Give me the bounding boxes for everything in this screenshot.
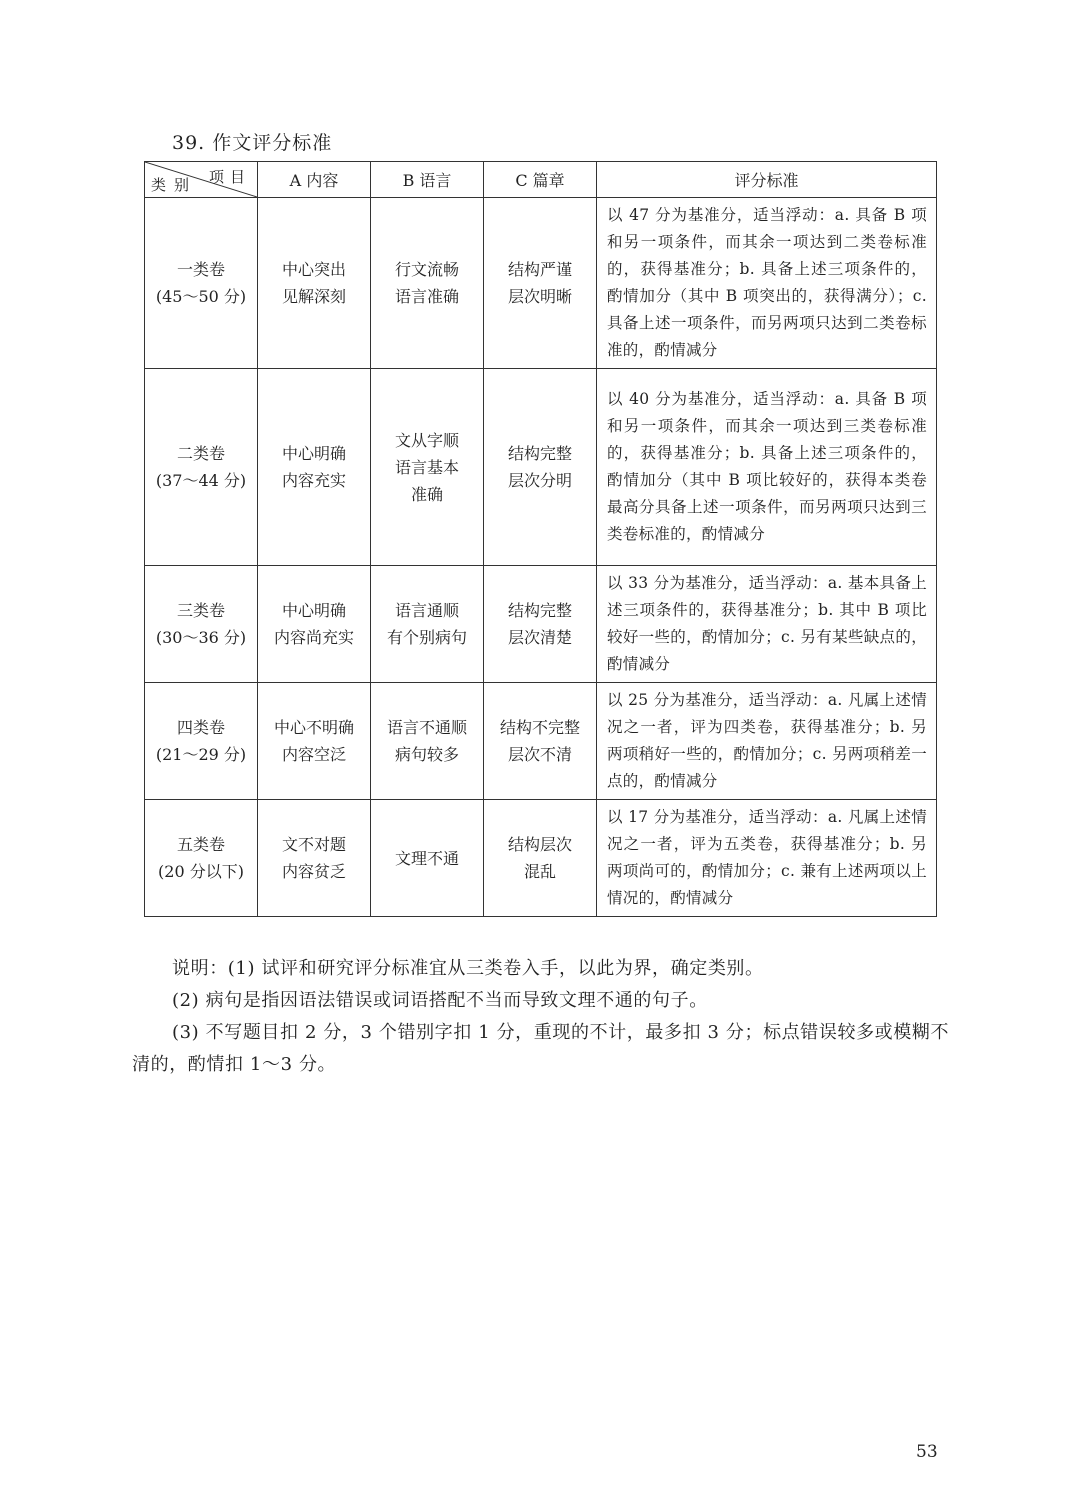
language-cell: [371, 566, 484, 683]
language-cell-line: 文从字顺: [394, 430, 459, 450]
language-cell: [371, 198, 484, 369]
category-range: (20 分以下): [158, 862, 244, 881]
structure-cell-line: 结构严谨: [507, 260, 572, 279]
structure-cell-line: 层次明晰: [507, 287, 572, 306]
category-name: 一类卷: [176, 260, 225, 279]
category-range: (30～36 分): [155, 628, 247, 647]
category-range: (21～29 分): [155, 745, 247, 764]
table-row: [145, 198, 937, 369]
structure-cell-line: 层次分明: [507, 471, 572, 490]
structure-cell-line: 结构层次: [507, 835, 572, 854]
content-cell: [258, 369, 371, 566]
language-cell-line: 有个别病句: [386, 628, 467, 647]
language-cell-line: 语言准确: [394, 287, 459, 306]
structure-cell: [484, 566, 597, 683]
note-3: (3) 不写题目扣 2 分，3 个错别字扣 1 分，重现的不计，最多扣 3 分；标点错误较多或模糊不清的，酌情扣 1～3 分。: [132, 1022, 950, 1075]
diagonal-header-cell: [145, 162, 258, 198]
standard-cell: 以 17 分为基准分，适当浮动：a. 凡属上述情况之一者，评为五类卷，获得基准分；b. 另两项尚可的，酌情加分；c. 兼有上述两项以上情况的，酌情减分: [597, 800, 937, 917]
content-cell-line: 中心突出: [281, 260, 346, 279]
structure-cell-line: 结构完整: [507, 444, 572, 463]
content-cell-line: 见解深刻: [281, 287, 346, 306]
structure-cell-line: 结构不完整: [499, 718, 580, 737]
category-range: (37～44 分): [155, 471, 247, 490]
table-row: [145, 369, 937, 566]
structure-cell-line: 层次清楚: [507, 628, 572, 647]
category-range: (45～50 分): [155, 287, 247, 306]
category-cell: [145, 800, 258, 917]
category-cell: [145, 566, 258, 683]
language-cell: [371, 800, 484, 917]
content-cell-line: 内容尚充实: [273, 628, 354, 647]
category-cell: [145, 683, 258, 800]
content-cell: [258, 683, 371, 800]
category-cell: [145, 369, 258, 566]
section-title: 39. 作文评分标准: [172, 132, 333, 154]
language-cell: [371, 683, 484, 800]
header-content: A 内容: [258, 162, 371, 198]
content-cell-line: 文不对题: [281, 835, 346, 854]
category-name: 四类卷: [176, 718, 225, 737]
structure-cell: [484, 683, 597, 800]
table-row: [145, 800, 937, 917]
category-name: 二类卷: [176, 444, 225, 463]
grading-table-body: [145, 198, 937, 917]
structure-cell-line: 结构完整: [507, 601, 572, 620]
content-cell-line: 中心明确: [281, 601, 346, 620]
category-name: 三类卷: [176, 601, 225, 620]
category-cell: [145, 198, 258, 369]
page-number: 53: [916, 1442, 938, 1462]
content-cell-line: 内容空泛: [281, 745, 346, 764]
content-cell: [258, 198, 371, 369]
corner-label-category: 类别: [151, 176, 198, 194]
structure-cell: [484, 198, 597, 369]
notes: [132, 953, 952, 1081]
header-structure: C 篇章: [484, 162, 597, 198]
content-cell-line: 中心明确: [281, 444, 346, 463]
language-cell: [371, 369, 484, 566]
language-cell-line: 准确: [410, 484, 443, 504]
table-row: [145, 566, 937, 683]
standard-cell: 以 33 分为基准分，适当浮动：a. 基本具备上述三项条件的，获得基准分；b. 其中 B 项比较好一些的，酌情加分；c. 另有某些缺点的，酌情减分: [597, 566, 937, 683]
standard-cell: 以 40 分为基准分，适当浮动：a. 具备 B 项和另一项条件，而其余一项达到三类卷标准的，获得基准分；b. 具备上述三项条件的，酌情加分（其中 B 项比较好的，获得本类卷最高分具备上述一项条件，而另两项只达到三类卷标准的，酌情减分: [597, 369, 937, 566]
content-cell-line: 内容充实: [281, 471, 346, 490]
standard-cell: 以 25 分为基准分，适当浮动：a. 凡属上述情况之一者，评为四类卷，获得基准分；b. 另两项稍好一些的，酌情加分；c. 另两项稍差一点的，酌情减分: [597, 683, 937, 800]
content-cell: [258, 800, 371, 917]
corner-label-items: 项目: [208, 168, 251, 186]
note-2: (2) 病句是指因语法错误或词语搭配不当而导致文理不通的句子。: [172, 990, 708, 1011]
language-cell-line: 语言通顺: [394, 601, 459, 620]
language-cell-line: 语言基本: [394, 457, 459, 477]
structure-cell: [484, 369, 597, 566]
structure-cell: [484, 800, 597, 917]
grading-table: [144, 161, 937, 917]
content-cell: [258, 566, 371, 683]
table-row: [145, 683, 937, 800]
structure-cell-line: 混乱: [523, 862, 556, 881]
structure-cell-line: 层次不清: [507, 745, 572, 764]
content-cell-line: 中心不明确: [273, 718, 354, 737]
note-1: 说明：(1) 试评和研究评分标准宜从三类卷入手，以此为界，确定类别。: [172, 958, 764, 979]
language-cell-line: 语言不通顺: [386, 718, 467, 737]
header-language: B 语言: [371, 162, 484, 198]
table-header-row: [145, 162, 937, 198]
standard-cell: 以 47 分为基准分，适当浮动：a. 具备 B 项和另一项条件，而其余一项达到二类卷标准的，获得基准分；b. 具备上述三项条件的，酌情加分（其中 B 项突出的，获得满分）；c. 具备上述一项条件，而另两项只达到二类卷标准的，酌情减分: [597, 198, 937, 369]
category-name: 五类卷: [176, 835, 225, 854]
language-cell-line: 病句较多: [394, 745, 459, 764]
header-standard: 评分标准: [597, 162, 937, 198]
content-cell-line: 内容贫乏: [281, 862, 346, 881]
language-cell-line: 文理不通: [394, 848, 459, 868]
language-cell-line: 行文流畅: [394, 260, 459, 279]
